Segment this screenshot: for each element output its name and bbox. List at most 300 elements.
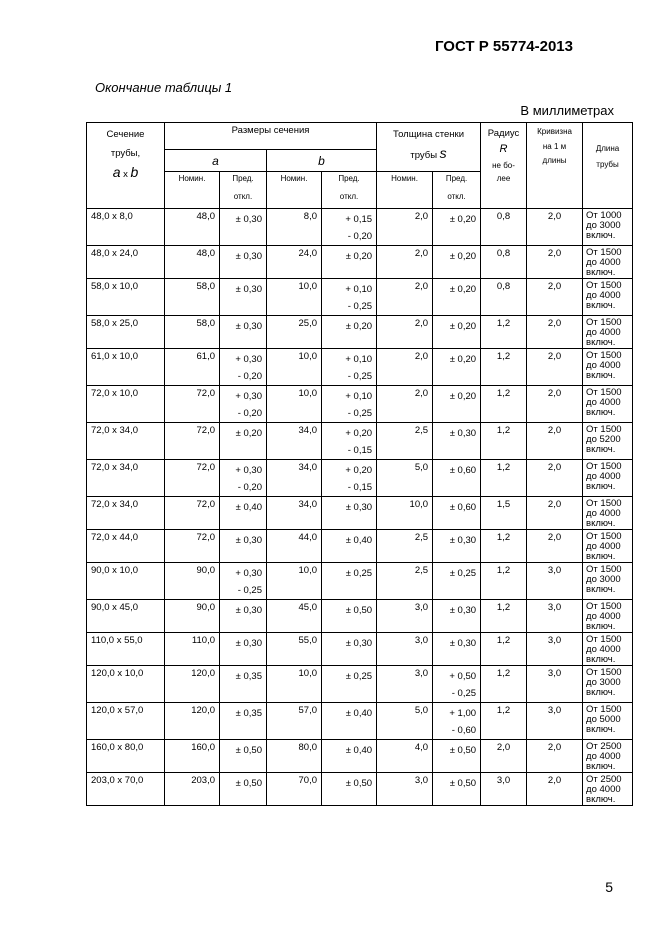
cell-length-line: включ. bbox=[586, 267, 616, 278]
cell-a-deviation-line: ± 0,30 bbox=[235, 251, 262, 262]
cell-s-nominal: 2,0 bbox=[377, 386, 433, 423]
cell-a-nominal: 110,0 bbox=[165, 633, 220, 666]
cell-a-deviation-line: - 0,25 bbox=[237, 585, 262, 596]
cell-a-deviation-line: ± 0,50 bbox=[235, 745, 262, 756]
cell-length-line: включ. bbox=[586, 584, 616, 595]
header-a-dev1: Пред. bbox=[232, 174, 254, 183]
cell-curvature: 2,0 bbox=[527, 497, 583, 530]
cell-radius: 1,2 bbox=[481, 633, 527, 666]
cell-a-deviation bbox=[220, 246, 267, 279]
cell-length-line: до 3000 bbox=[586, 677, 621, 688]
cell-length bbox=[583, 666, 633, 703]
cell-s-deviation-line: - 0,60 bbox=[451, 725, 477, 736]
cell-s-nominal: 3,0 bbox=[377, 633, 433, 666]
cell-curvature: 2,0 bbox=[527, 246, 583, 279]
table-row bbox=[87, 600, 633, 633]
cell-curvature: 3,0 bbox=[527, 703, 583, 740]
cell-a-nominal: 72,0 bbox=[165, 530, 220, 563]
cell-b-nominal: 57,0 bbox=[267, 703, 322, 740]
cell-section: 58,0 x 10,0 bbox=[87, 279, 165, 316]
cell-a-deviation-line: ± 0,30 bbox=[235, 605, 262, 616]
cell-length-line: включ. bbox=[586, 654, 616, 665]
cell-radius: 1,2 bbox=[481, 563, 527, 600]
cell-a-deviation bbox=[220, 633, 267, 666]
cell-s-deviation-line: ± 0,30 bbox=[449, 638, 477, 649]
cell-b-deviation-line: ± 0,40 bbox=[345, 535, 373, 546]
cell-b-nominal: 45,0 bbox=[267, 600, 322, 633]
cell-length bbox=[583, 209, 633, 246]
header-wall-s: s bbox=[439, 145, 447, 161]
cell-a-deviation-line: ± 0,40 bbox=[235, 502, 262, 513]
cell-a-nominal: 90,0 bbox=[165, 563, 220, 600]
cell-length bbox=[583, 497, 633, 530]
cell-s-deviation bbox=[433, 633, 481, 666]
cell-b-deviation bbox=[322, 773, 377, 806]
cell-length-line: до 4000 bbox=[586, 257, 621, 268]
cell-radius: 1,2 bbox=[481, 530, 527, 563]
cell-length-line: до 4000 bbox=[586, 751, 621, 762]
cell-length bbox=[583, 740, 633, 773]
cell-section: 160,0 x 80,0 bbox=[87, 740, 165, 773]
cell-s-deviation bbox=[433, 666, 481, 703]
cell-s-nominal: 2,0 bbox=[377, 209, 433, 246]
cell-s-deviation bbox=[433, 316, 481, 349]
cell-b-nominal: 10,0 bbox=[267, 563, 322, 600]
cell-a-deviation bbox=[220, 666, 267, 703]
cell-section: 72,0 x 10,0 bbox=[87, 386, 165, 423]
table-row bbox=[87, 773, 633, 806]
cell-a-deviation-line: ± 0,30 bbox=[235, 214, 262, 225]
cell-s-deviation-line: ± 0,20 bbox=[449, 321, 477, 332]
table-row bbox=[87, 633, 633, 666]
header-wall-label: трубы bbox=[410, 150, 438, 161]
cell-a-deviation bbox=[220, 423, 267, 460]
cell-b-nominal: 34,0 bbox=[267, 423, 322, 460]
cell-a-deviation bbox=[220, 740, 267, 773]
cell-b-deviation-line: - 0,15 bbox=[347, 445, 373, 456]
cell-length-line: до 4000 bbox=[586, 611, 621, 622]
cell-a-nominal: 61,0 bbox=[165, 349, 220, 386]
cell-s-nominal: 10,0 bbox=[377, 497, 433, 530]
cell-a-deviation-line: ± 0,30 bbox=[235, 321, 262, 332]
cell-length-line: включ. bbox=[586, 407, 616, 418]
cell-radius: 1,5 bbox=[481, 497, 527, 530]
cell-s-deviation bbox=[433, 460, 481, 497]
cell-b-deviation bbox=[322, 600, 377, 633]
cell-b-nominal: 70,0 bbox=[267, 773, 322, 806]
cell-a-deviation-line: ± 0,20 bbox=[235, 428, 262, 439]
cell-a-deviation bbox=[220, 386, 267, 423]
units-note: В миллиметрах bbox=[520, 103, 614, 118]
cell-b-deviation bbox=[322, 386, 377, 423]
cell-b-nominal: 44,0 bbox=[267, 530, 322, 563]
cell-a-nominal: 120,0 bbox=[165, 703, 220, 740]
cell-a-nominal: 72,0 bbox=[165, 386, 220, 423]
cell-a-deviation-line: + 0,30 bbox=[235, 568, 262, 579]
header-section-axb bbox=[87, 163, 164, 184]
cell-s-deviation-line: ± 0,60 bbox=[449, 502, 477, 513]
cell-a-deviation bbox=[220, 497, 267, 530]
cell-a-nominal: 160,0 bbox=[165, 740, 220, 773]
cell-length-line: От 1500 bbox=[586, 247, 622, 258]
cell-a-deviation bbox=[220, 209, 267, 246]
cell-a-nominal: 203,0 bbox=[165, 773, 220, 806]
cell-s-deviation-line: ± 0,20 bbox=[449, 391, 477, 402]
cell-b-deviation bbox=[322, 703, 377, 740]
table-row bbox=[87, 316, 633, 349]
pipe-dimensions-table bbox=[86, 122, 633, 806]
cell-length bbox=[583, 773, 633, 806]
cell-curvature: 3,0 bbox=[527, 600, 583, 633]
cell-length bbox=[583, 703, 633, 740]
cell-section: 58,0 x 25,0 bbox=[87, 316, 165, 349]
header-a bbox=[165, 150, 267, 172]
cell-b-deviation-line: ± 0,40 bbox=[345, 708, 373, 719]
cell-length bbox=[583, 316, 633, 349]
cell-radius: 2,0 bbox=[481, 740, 527, 773]
cell-b-nominal: 24,0 bbox=[267, 246, 322, 279]
header-radius-R: R bbox=[499, 143, 508, 155]
cell-b-deviation bbox=[322, 246, 377, 279]
cell-length-line: От 1500 bbox=[586, 634, 622, 645]
cell-length bbox=[583, 530, 633, 563]
header-a-label: a bbox=[212, 153, 219, 168]
cell-length bbox=[583, 349, 633, 386]
header-radius bbox=[481, 123, 527, 209]
table-row bbox=[87, 563, 633, 600]
cell-a-deviation-line: ± 0,30 bbox=[235, 535, 262, 546]
cell-b-deviation bbox=[322, 740, 377, 773]
header-curvature-line2: на 1 м bbox=[542, 142, 567, 151]
cell-length-line: От 1000 bbox=[586, 210, 622, 221]
cell-curvature: 2,0 bbox=[527, 423, 583, 460]
cell-radius: 1,2 bbox=[481, 600, 527, 633]
cell-s-deviation-line: ± 0,50 bbox=[449, 778, 477, 789]
cell-length-line: включ. bbox=[586, 761, 616, 772]
cell-curvature: 2,0 bbox=[527, 740, 583, 773]
cell-a-deviation bbox=[220, 279, 267, 316]
cell-s-deviation bbox=[433, 563, 481, 600]
cell-length bbox=[583, 600, 633, 633]
header-radius-note2: лее bbox=[496, 174, 511, 183]
cell-radius: 1,2 bbox=[481, 349, 527, 386]
header-axb-b: b bbox=[130, 164, 139, 180]
cell-a-deviation bbox=[220, 349, 267, 386]
cell-s-deviation-line: ± 0,20 bbox=[449, 251, 477, 262]
table-row bbox=[87, 386, 633, 423]
cell-length-line: до 5200 bbox=[586, 434, 621, 445]
cell-length-line: включ. bbox=[586, 794, 616, 805]
cell-section: 120,0 x 10,0 bbox=[87, 666, 165, 703]
cell-s-deviation-line: ± 0,30 bbox=[449, 428, 477, 439]
cell-a-deviation-line: ± 0,35 bbox=[235, 708, 262, 719]
cell-b-deviation-line: + 0,10 bbox=[345, 354, 373, 365]
table-row bbox=[87, 349, 633, 386]
table-row bbox=[87, 740, 633, 773]
cell-b-deviation-line: ± 0,25 bbox=[345, 568, 373, 579]
cell-length-line: От 1500 bbox=[586, 564, 622, 575]
header-a-nominal-label: Номин. bbox=[178, 174, 206, 183]
cell-s-deviation-line: ± 0,30 bbox=[449, 605, 477, 616]
cell-section: 72,0 x 34,0 bbox=[87, 497, 165, 530]
cell-section: 90,0 x 45,0 bbox=[87, 600, 165, 633]
cell-length-line: до 4000 bbox=[586, 784, 621, 795]
header-b-label: b bbox=[318, 153, 325, 168]
cell-a-deviation bbox=[220, 773, 267, 806]
cell-section: 48,0 x 8,0 bbox=[87, 209, 165, 246]
cell-length bbox=[583, 633, 633, 666]
cell-s-deviation bbox=[433, 423, 481, 460]
cell-radius: 0,8 bbox=[481, 246, 527, 279]
cell-length-line: до 4000 bbox=[586, 471, 621, 482]
cell-length-line: От 1500 bbox=[586, 531, 622, 542]
cell-b-deviation bbox=[322, 316, 377, 349]
table-row bbox=[87, 497, 633, 530]
cell-s-deviation-line: + 0,50 bbox=[449, 671, 477, 682]
cell-b-nominal: 8,0 bbox=[267, 209, 322, 246]
cell-s-deviation-line: - 0,25 bbox=[451, 688, 477, 699]
cell-curvature: 3,0 bbox=[527, 633, 583, 666]
table-row bbox=[87, 460, 633, 497]
cell-length-line: включ. bbox=[586, 551, 616, 562]
header-s-nominal-label: Номин. bbox=[391, 174, 418, 183]
cell-curvature: 2,0 bbox=[527, 316, 583, 349]
cell-curvature: 2,0 bbox=[527, 530, 583, 563]
cell-s-deviation bbox=[433, 209, 481, 246]
header-axb-a: a bbox=[112, 164, 121, 180]
cell-length-line: включ. bbox=[586, 230, 616, 241]
cell-s-deviation bbox=[433, 246, 481, 279]
cell-s-nominal: 2,0 bbox=[377, 246, 433, 279]
table-row bbox=[87, 209, 633, 246]
cell-a-nominal: 72,0 bbox=[165, 460, 220, 497]
cell-length-line: до 4000 bbox=[586, 508, 621, 519]
cell-a-deviation bbox=[220, 316, 267, 349]
cell-s-deviation bbox=[433, 497, 481, 530]
cell-s-deviation-line: ± 0,50 bbox=[449, 745, 477, 756]
cell-b-deviation-line: + 0,20 bbox=[345, 428, 373, 439]
header-b-dev2: откл. bbox=[339, 192, 359, 201]
cell-b-deviation-line: ± 0,30 bbox=[345, 502, 373, 513]
cell-b-deviation bbox=[322, 423, 377, 460]
table-body bbox=[87, 209, 633, 806]
cell-radius: 3,0 bbox=[481, 773, 527, 806]
cell-s-deviation bbox=[433, 600, 481, 633]
cell-length-line: включ. bbox=[586, 337, 616, 348]
cell-b-deviation bbox=[322, 563, 377, 600]
header-b-deviation bbox=[322, 172, 377, 209]
cell-b-nominal: 10,0 bbox=[267, 666, 322, 703]
cell-a-nominal: 120,0 bbox=[165, 666, 220, 703]
cell-length-line: включ. bbox=[586, 724, 616, 735]
cell-s-nominal: 3,0 bbox=[377, 666, 433, 703]
cell-b-deviation-line: - 0,25 bbox=[347, 371, 373, 382]
cell-b-deviation-line: ± 0,30 bbox=[345, 638, 373, 649]
cell-s-deviation bbox=[433, 386, 481, 423]
cell-b-deviation-line: - 0,20 bbox=[347, 231, 373, 242]
header-s-dev2: откл. bbox=[447, 192, 466, 201]
cell-a-deviation-line: ± 0,35 bbox=[235, 671, 262, 682]
header-section-line2: трубы, bbox=[110, 148, 141, 159]
cell-length-line: включ. bbox=[586, 621, 616, 632]
cell-a-deviation bbox=[220, 563, 267, 600]
header-wall-thickness bbox=[377, 123, 481, 172]
cell-s-nominal: 2,5 bbox=[377, 423, 433, 460]
table-row bbox=[87, 666, 633, 703]
cell-length-line: включ. bbox=[586, 444, 616, 455]
header-s-nominal bbox=[377, 172, 433, 209]
cell-b-deviation-line: + 0,15 bbox=[345, 214, 373, 225]
cell-length-line: От 1500 bbox=[586, 317, 622, 328]
cell-s-deviation-line: ± 0,20 bbox=[449, 354, 477, 365]
cell-b-nominal: 80,0 bbox=[267, 740, 322, 773]
cell-section: 72,0 x 34,0 bbox=[87, 423, 165, 460]
cell-section: 48,0 x 24,0 bbox=[87, 246, 165, 279]
cell-s-deviation bbox=[433, 530, 481, 563]
cell-length bbox=[583, 279, 633, 316]
cell-a-nominal: 72,0 bbox=[165, 497, 220, 530]
cell-radius: 0,8 bbox=[481, 209, 527, 246]
cell-curvature: 2,0 bbox=[527, 386, 583, 423]
cell-curvature: 3,0 bbox=[527, 563, 583, 600]
header-length-line2: трубы bbox=[596, 160, 619, 169]
header-wall-line1: Толщина стенки bbox=[393, 129, 465, 140]
cell-length-line: От 2500 bbox=[586, 741, 622, 752]
header-axb-x: x bbox=[123, 169, 128, 180]
cell-b-deviation bbox=[322, 633, 377, 666]
cell-length-line: до 5000 bbox=[586, 714, 621, 725]
header-curvature-line3: длины bbox=[542, 156, 567, 165]
cell-b-deviation bbox=[322, 279, 377, 316]
cell-b-nominal: 25,0 bbox=[267, 316, 322, 349]
cell-section: 72,0 x 34,0 bbox=[87, 460, 165, 497]
cell-s-deviation-line: ± 0,20 bbox=[449, 214, 477, 225]
cell-a-deviation-line: - 0,20 bbox=[237, 408, 262, 419]
cell-a-deviation-line: ± 0,30 bbox=[235, 284, 262, 295]
header-length bbox=[583, 123, 633, 209]
cell-length-line: до 4000 bbox=[586, 644, 621, 655]
cell-curvature: 2,0 bbox=[527, 460, 583, 497]
cell-radius: 1,2 bbox=[481, 460, 527, 497]
header-a-nominal bbox=[165, 172, 220, 209]
cell-section: 110,0 x 55,0 bbox=[87, 633, 165, 666]
cell-length-line: до 4000 bbox=[586, 397, 621, 408]
cell-radius: 1,2 bbox=[481, 666, 527, 703]
cell-b-deviation-line: - 0,25 bbox=[347, 301, 373, 312]
cell-b-nominal: 55,0 bbox=[267, 633, 322, 666]
cell-s-nominal: 5,0 bbox=[377, 460, 433, 497]
cell-b-deviation-line: + 0,10 bbox=[345, 284, 373, 295]
table-row bbox=[87, 246, 633, 279]
cell-length bbox=[583, 246, 633, 279]
cell-s-deviation bbox=[433, 703, 481, 740]
cell-a-deviation-line: + 0,30 bbox=[235, 465, 262, 476]
cell-curvature: 3,0 bbox=[527, 666, 583, 703]
header-b-nominal bbox=[267, 172, 322, 209]
header-b bbox=[267, 150, 377, 172]
cell-b-deviation bbox=[322, 530, 377, 563]
cell-length-line: включ. bbox=[586, 481, 616, 492]
cell-b-deviation bbox=[322, 460, 377, 497]
cell-a-deviation bbox=[220, 460, 267, 497]
header-b-dev1: Пред. bbox=[338, 174, 360, 183]
cell-a-nominal: 90,0 bbox=[165, 600, 220, 633]
cell-b-deviation bbox=[322, 497, 377, 530]
cell-s-nominal: 2,5 bbox=[377, 563, 433, 600]
cell-s-nominal: 2,0 bbox=[377, 279, 433, 316]
cell-s-deviation-line: + 1,00 bbox=[449, 708, 477, 719]
cell-b-deviation-line: + 0,20 bbox=[345, 465, 373, 476]
cell-b-deviation-line: ± 0,20 bbox=[345, 251, 373, 262]
cell-s-nominal: 4,0 bbox=[377, 740, 433, 773]
cell-s-deviation bbox=[433, 349, 481, 386]
cell-a-nominal: 72,0 bbox=[165, 423, 220, 460]
cell-length-line: до 4000 bbox=[586, 541, 621, 552]
cell-a-deviation-line: - 0,20 bbox=[237, 482, 262, 493]
cell-b-nominal: 10,0 bbox=[267, 349, 322, 386]
cell-a-deviation-line: - 0,20 bbox=[237, 371, 262, 382]
cell-b-deviation bbox=[322, 209, 377, 246]
cell-a-deviation bbox=[220, 600, 267, 633]
cell-s-nominal: 5,0 bbox=[377, 703, 433, 740]
cell-b-nominal: 34,0 bbox=[267, 497, 322, 530]
cell-s-deviation-line: ± 0,25 bbox=[449, 568, 477, 579]
cell-section: 61,0 x 10,0 bbox=[87, 349, 165, 386]
header-section-line1: Сечение bbox=[106, 129, 145, 140]
cell-s-deviation-line: ± 0,30 bbox=[449, 535, 477, 546]
header-wall-line2 bbox=[377, 144, 480, 165]
cell-radius: 1,2 bbox=[481, 703, 527, 740]
cell-s-deviation bbox=[433, 740, 481, 773]
cell-a-nominal: 48,0 bbox=[165, 209, 220, 246]
header-s-deviation bbox=[433, 172, 481, 209]
cell-a-deviation-line: ± 0,50 bbox=[235, 778, 262, 789]
cell-section: 72,0 x 44,0 bbox=[87, 530, 165, 563]
cell-curvature: 2,0 bbox=[527, 279, 583, 316]
cell-radius: 1,2 bbox=[481, 316, 527, 349]
cell-length-line: От 1500 bbox=[586, 667, 622, 678]
cell-b-deviation-line: ± 0,40 bbox=[345, 745, 373, 756]
cell-s-deviation bbox=[433, 279, 481, 316]
cell-curvature: 2,0 bbox=[527, 349, 583, 386]
cell-length-line: От 1500 bbox=[586, 461, 622, 472]
cell-b-deviation bbox=[322, 349, 377, 386]
header-a-deviation bbox=[220, 172, 267, 209]
cell-length bbox=[583, 563, 633, 600]
table-row bbox=[87, 530, 633, 563]
cell-section: 120,0 x 57,0 bbox=[87, 703, 165, 740]
cell-length-line: до 4000 bbox=[586, 360, 621, 371]
cell-length bbox=[583, 423, 633, 460]
cell-radius: 0,8 bbox=[481, 279, 527, 316]
cell-a-deviation bbox=[220, 530, 267, 563]
cell-a-deviation-line: + 0,30 bbox=[235, 354, 262, 365]
header-section bbox=[87, 123, 165, 209]
cell-a-nominal: 58,0 bbox=[165, 279, 220, 316]
header-radius-label: Радиус bbox=[487, 128, 520, 139]
cell-s-deviation-line: ± 0,60 bbox=[449, 465, 477, 476]
header-radius-note1: не бо- bbox=[492, 161, 515, 170]
cell-a-nominal: 58,0 bbox=[165, 316, 220, 349]
cell-length-line: включ. bbox=[586, 300, 616, 311]
page-number: 5 bbox=[605, 879, 613, 895]
cell-s-nominal: 2,0 bbox=[377, 316, 433, 349]
cell-curvature: 2,0 bbox=[527, 209, 583, 246]
cell-length-line: включ. bbox=[586, 687, 616, 698]
cell-b-nominal: 10,0 bbox=[267, 386, 322, 423]
cell-b-deviation-line: ± 0,20 bbox=[345, 321, 373, 332]
cell-b-deviation bbox=[322, 666, 377, 703]
